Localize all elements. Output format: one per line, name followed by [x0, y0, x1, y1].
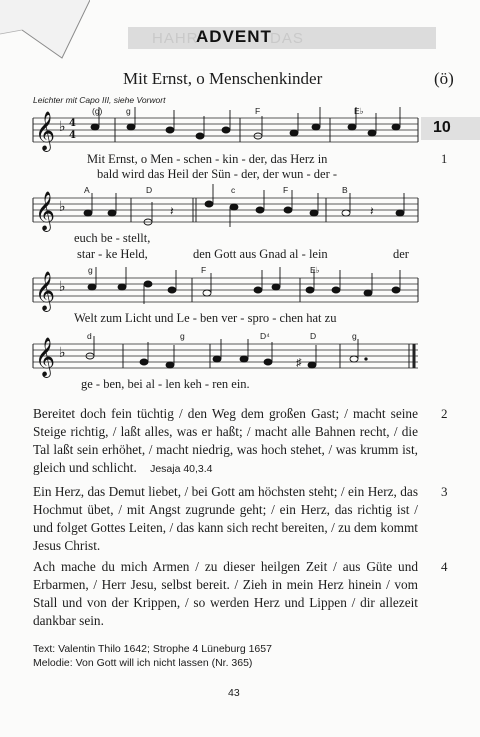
performance-note: Leichter mit Capo III, siehe Vorwort: [33, 95, 166, 105]
svg-text:𝄞: 𝄞: [35, 271, 56, 311]
lyric-line: Welt zum Licht und Le - ben ver - spro - chen hat zu: [74, 311, 337, 325]
svg-text:4: 4: [69, 118, 76, 129]
chord-label: D⁴: [260, 331, 270, 341]
chord-label: D: [310, 331, 317, 341]
svg-text:♭: ♭: [59, 119, 66, 135]
page-number: 43: [228, 687, 240, 699]
svg-text:𝄽: 𝄽: [170, 204, 174, 218]
melody-credit: Melodie: Von Gott will ich nicht lassen (Nr. 365): [33, 657, 253, 669]
song-number: 10: [433, 119, 451, 136]
chord-label: E♭: [354, 106, 364, 116]
chord-label: g: [180, 331, 185, 341]
stanza-text: Ein Herz, das Demut liebet, / bei Gott am höchsten steht; / ein Herz, das Hochmut übet, / mit Angst zugrunde geht; / ein Herz, das richtig ist / und folget Gottes Leiten, / das kann sich recht bereiten, / zu dem kommt Jesus Christ.: [33, 484, 418, 553]
chord-label: F: [201, 265, 207, 275]
svg-text:𝄞: 𝄞: [35, 337, 56, 377]
stanza-number: 4: [441, 559, 448, 574]
svg-text:♭: ♭: [59, 279, 66, 295]
section-title: ADVENT: [196, 27, 272, 46]
lyric-line: euch be - stellt,: [74, 231, 151, 245]
bleed-through-text: DAS: [270, 30, 304, 47]
scripture-reference: Jesaja 40,3.4: [150, 463, 213, 475]
lyric-line: star - ke Held,: [77, 247, 148, 261]
chord-label: (g): [92, 106, 103, 116]
lyric-line: der: [393, 247, 409, 261]
svg-text:♭: ♭: [59, 345, 66, 361]
verse-number: 1: [441, 152, 448, 166]
chord-label: g: [352, 331, 357, 341]
lyric-line: bald wird das Heil der Sün - der, der wun - der -: [97, 167, 338, 181]
text-credit: Text: Valentin Thilo 1642; Strophe 4 Lüneburg 1657: [33, 643, 272, 655]
song-title: Mit Ernst, o Menschenkinder: [123, 69, 323, 88]
stanza-number: 3: [441, 484, 448, 499]
stanza-number: 2: [441, 406, 448, 421]
svg-text:♭: ♭: [59, 199, 66, 215]
lyric-line: ge - ben, bei al - len keh - ren ein.: [81, 377, 250, 391]
bleed-through-text: HAHR: [152, 30, 199, 47]
chord-label: g: [126, 106, 131, 116]
lyric-line: Mit Ernst, o Men - schen - kin - der, das Herz in: [87, 152, 328, 166]
svg-text:4: 4: [69, 130, 76, 141]
stanza-text: Bereitet doch fein tüchtig / den Weg dem großen Gast; / macht seine Steige richtig, / laßt alles, was er haßt; / macht alle Bahnen recht, / die Tal laßt sein erhöhet, / macht niedrig, was hoch stehet, / was krumm ist, gleich und schlicht. Jesaja 40,3.4: [33, 406, 418, 475]
chord-label: d: [87, 331, 92, 341]
chord-label: E♭: [310, 265, 320, 275]
svg-text:𝄞: 𝄞: [35, 191, 56, 231]
chord-label: B: [342, 185, 348, 195]
chord-label: A: [84, 185, 90, 195]
stanza-text: Ach mache du mich Armen / zu dieser heilgen Zeit / aus Güte und Erbarmen, / Herr Jesu, selbst bereit. / Zieh in mein Herz hinein / vom Stall und von der Krippen, / so werden Herz und Lippen / dir allezeit dankbar sein.: [33, 559, 418, 628]
chord-label: g: [88, 265, 93, 275]
chord-label: D: [146, 185, 153, 195]
svg-text:♯: ♯: [296, 357, 302, 369]
chord-label: F: [283, 185, 289, 195]
chord-label: c: [231, 185, 236, 195]
svg-text:𝄞: 𝄞: [35, 111, 56, 151]
song-marker: (ö): [434, 69, 454, 88]
chord-label: F: [255, 106, 261, 116]
lyric-line: den Gott aus Gnad al - lein: [193, 247, 328, 261]
svg-text:𝄽: 𝄽: [370, 204, 374, 218]
